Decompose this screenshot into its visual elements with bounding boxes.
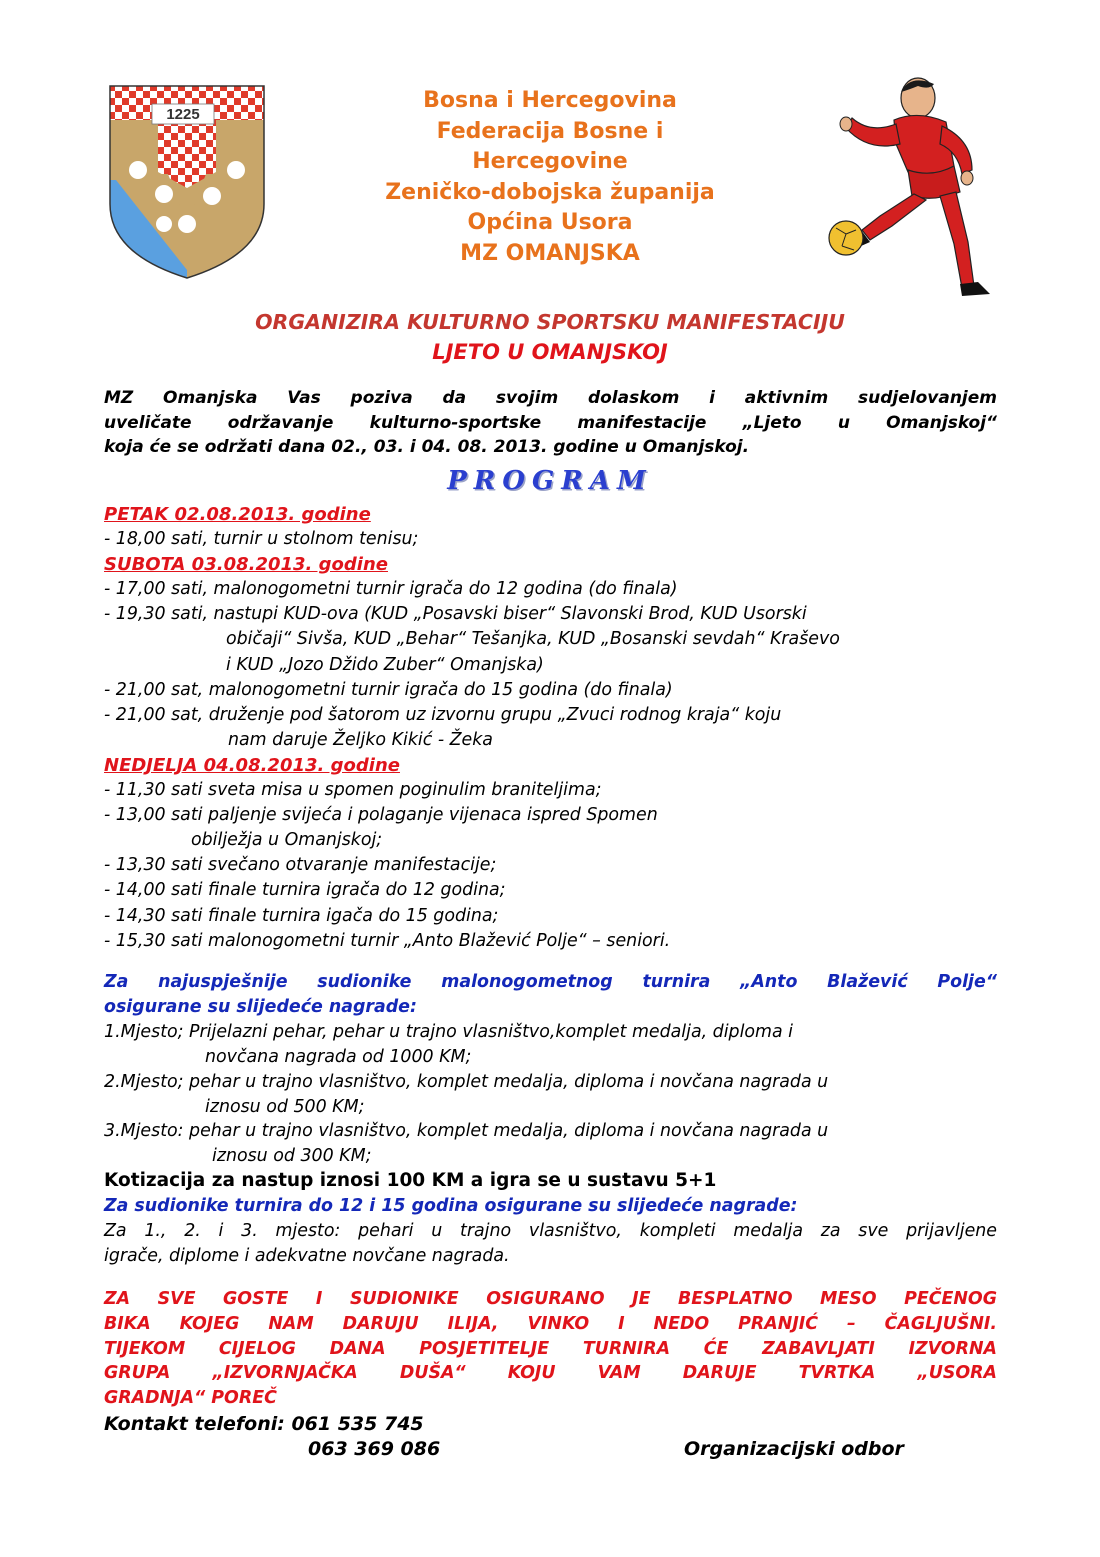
day-heading-saturday: SUBOTA 03.08.2013. godine [104, 554, 388, 576]
award-place-2: 2.Mjesto; pehar u trajno vlasništvo, komplet medalja, diploma i novčana nagrada u [104, 1071, 829, 1092]
event-organizes-heading: ORGANIZIRA KULTURNO SPORTSKU MANIFESTACIJU [255, 310, 845, 334]
youth-awards-text: Za 1., 2. i 3. mjesto: pehari u trajno vlasništvo, kompleti medalja za sve prijavljene [104, 1221, 997, 1242]
youth-awards-text: igrače, diplome i adekvatne novčane nagrada. [104, 1245, 510, 1266]
notice-line: ZA SVE GOSTE I SUDIONIKE OSIGURANO JE BESPLATNO MESO PEČENOG [104, 1289, 997, 1309]
intro-paragraph [104, 386, 997, 460]
day-heading-friday: PETAK 02.08.2013. godine [104, 504, 371, 525]
schedule-item: - 14,00 sati finale turnira igrača do 12 godina; [104, 880, 506, 901]
schedule-item-continued: obilježja u Omanjskoj; [191, 830, 383, 851]
intro-line: koja će se održati dana 02., 03. i 04. 08. 2013. godine u Omanjskoj. [104, 437, 750, 458]
footballer-illustration [822, 74, 998, 302]
schedule-item: - 18,00 sati, turnir u stolnom tenisu; [104, 529, 419, 550]
header-line-community: MZ OMANJSKA [460, 240, 640, 266]
header-line-canton: Zeničko-dobojska županija [385, 179, 715, 205]
awards-intro: osigurane su slijedeće nagrade: [104, 996, 417, 1017]
header-line-municipality: Općina Usora [467, 210, 633, 235]
schedule-item: - 19,30 sati, nastupi KUD-ova (KUD „Posavski biser“ Slavonski Brod, KUD Usorski [104, 604, 807, 625]
schedule-item: - 17,00 sati, malonogometni turnir igrača do 12 godina (do finala) [104, 579, 678, 600]
intro-line: uveličate održavanje kulturno-sportske manifestacije „Ljeto u Omanjskoj“ [104, 412, 997, 433]
notice-line: BIKA KOJEG NAM DARUJU ILIJA, VINKO I NEDO PRANJIĆ – ČAGLJUŠNI. [104, 1313, 997, 1334]
crest-year: 1225 [166, 106, 200, 123]
award-place-3: 3.Mjesto: pehar u trajno vlasništvo, komplet medalja, diploma i novčana nagrada u [104, 1121, 829, 1142]
awards-section [104, 970, 997, 1269]
notice-line: GRADNJA“ POREČ [104, 1388, 277, 1409]
notice-line: TIJEKOM CIJELOG DANA POSJETITELJE TURNIRA ĆE ZABAVLJATI IZVORNA [104, 1338, 997, 1359]
notice-line: GRUPA „IZVORNJAČKA DUŠA“ KOJU VAM DARUJE TVRTKA „USORA [104, 1363, 997, 1384]
free-food-notice [104, 1287, 997, 1411]
schedule-item: - 13,00 sati paljenje svijeća i polaganje vijenaca ispred Spomen [104, 805, 658, 826]
schedule-item: - 15,30 sati malonogometni turnir „Anto Blažević Polje“ – seniori. [104, 930, 671, 951]
awards-intro: Za najuspješnije sudionike malonogometnog turnira „Anto Blažević Polje“ [104, 972, 997, 992]
contact-phones: Kontakt telefoni: 061 535 745 [104, 1413, 424, 1435]
schedule-item: - 21,00 sat, malonogometni turnir igrača do 15 godina (do finala) [104, 679, 673, 700]
header-line-federation: Federacija Bosne i [436, 118, 664, 144]
program-title: PROGRAM [447, 466, 653, 496]
schedule-item: - 11,30 sati sveta misa u spomen poginulim braniteljima; [104, 780, 602, 801]
intro-line: MZ Omanjska Vas poziva da svojim dolaskom i aktivnim sudjelovanjem [104, 388, 997, 408]
header-line-country: Bosna i Hercegovina [423, 88, 677, 113]
schedule-item-continued: običaji“ Sivša, KUD „Behar“ Tešanjka, KUD „Bosanski sevdah“ Kraševo [226, 629, 840, 650]
schedule-item: - 13,30 sati svečano otvaranje manifestacije; [104, 855, 497, 876]
program-schedule [104, 502, 1004, 954]
award-place-1-continued: novčana nagrada od 1000 KM; [205, 1046, 472, 1067]
coat-of-arms-logo [108, 84, 266, 280]
contact-phone-second: 063 369 086 [308, 1438, 441, 1460]
schedule-item: - 14,30 sati finale turnira igača do 15 godina; [104, 905, 499, 926]
schedule-item-continued: nam daruje Željko Kikić - Žeka [228, 729, 493, 750]
schedule-item-continued: i KUD „Jozo Džido Zuber“ Omanjska) [226, 654, 544, 675]
day-heading-sunday: NEDJELJA 04.08.2013. godine [104, 754, 400, 776]
award-place-3-continued: iznosu od 300 KM; [212, 1146, 372, 1167]
header-block [300, 86, 800, 269]
entry-fee-line: Kotizacija za nastup iznosi 100 KM a igra se u sustavu 5+1 [104, 1170, 717, 1192]
event-name-heading: LJETO U OMANJSKOJ [432, 340, 668, 364]
organizing-committee-signature: Organizacijski odbor [684, 1438, 904, 1460]
youth-awards-heading: Za sudionike turnira do 12 i 15 godina osigurane su slijedeće nagrade: [104, 1196, 798, 1217]
header-line-federation-cont: Hercegovine [472, 149, 628, 174]
award-place-2-continued: iznosu od 500 KM; [205, 1096, 365, 1117]
schedule-item: - 21,00 sat, druženje pod šatorom uz izvornu grupu „Zvuci rodnog kraja“ koju [104, 704, 782, 725]
award-place-1: 1.Mjesto; Prijelazni pehar, pehar u trajno vlasništvo,komplet medalja, diploma i [104, 1021, 794, 1042]
